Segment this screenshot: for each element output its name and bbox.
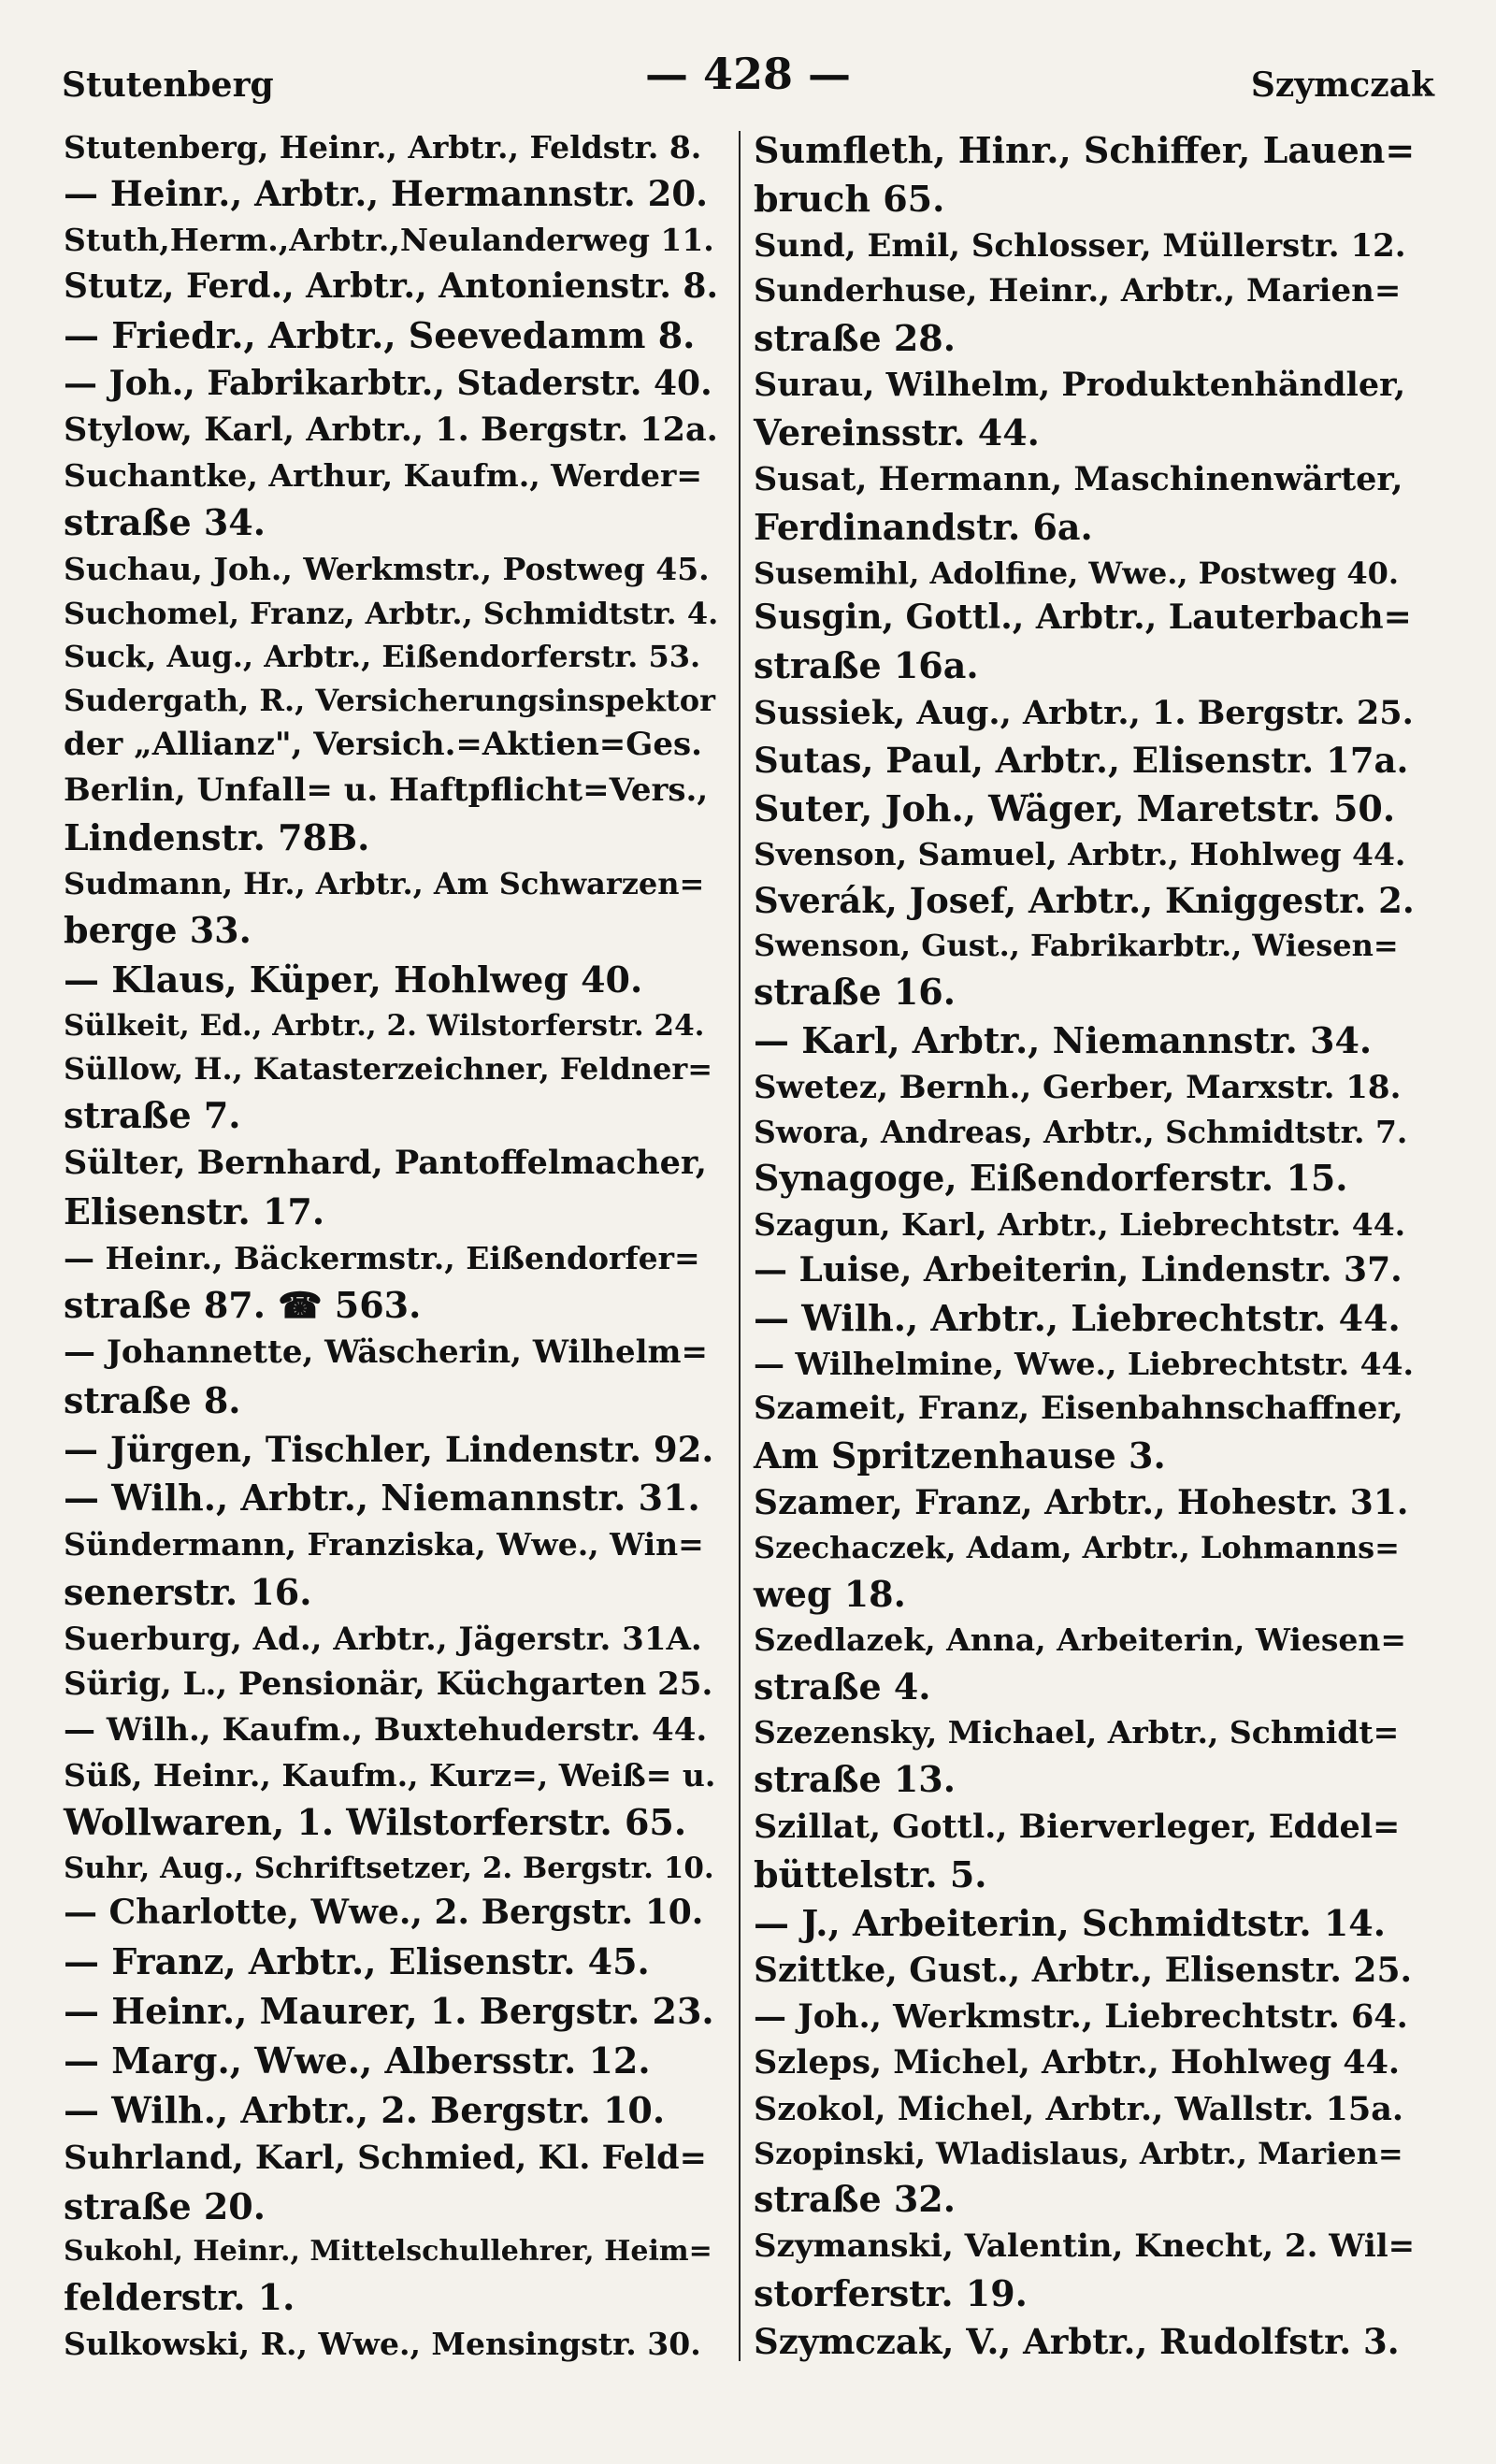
directory-line: — Heinr., Maurer, 1. Bergstr. 23. [64,1989,714,2032]
directory-line: — Joh., Werkmstr., Liebrechtstr. 64. [754,1997,1408,2037]
directory-line: — Joh., Fabrikarbtr., Staderstr. 40. [64,363,712,403]
directory-line: Stutenberg, Heinr., Arbtr., Feldstr. 8. [64,129,702,166]
directory-line: Sussiek, Aug., Arbtr., 1. Bergstr. 25. [754,693,1414,732]
directory-line: felderstr. 1. [64,2275,295,2318]
directory-line: Sutas, Paul, Arbtr., Elisenstr. 17a. [754,739,1409,781]
directory-line: — Karl, Arbtr., Niemannstr. 34. [754,1019,1373,1062]
directory-line: Susemihl, Adolfine, Wwe., Postweg 40. [754,555,1400,591]
directory-line: Suhr, Aug., Schriftsetzer, 2. Bergstr. 10. [64,1851,714,1885]
directory-line: straße 32. [754,2178,956,2221]
directory-line: straße 16a. [754,644,979,687]
directory-line: Sulkowski, R., Wwe., Mensingstr. 30. [64,2325,701,2362]
directory-line: Szechaczek, Adam, Arbtr., Lohmanns= [754,1530,1400,1566]
directory-line: — Wilh., Arbtr., Niemannstr. 31. [64,1477,700,1520]
directory-line: Wollwaren, 1. Wilstorferstr. 65. [64,1800,687,1843]
page-header [62,39,1434,105]
column-divider [739,131,741,2361]
directory-line: Szopinski, Wladislaus, Arbtr., Marien= [754,2135,1403,2171]
directory-line: Szymanski, Valentin, Knecht, 2. Wil= [754,2226,1416,2265]
directory-line: büttelstr. 5. [754,1852,987,1895]
directory-line: Elisenstr. 17. [64,1189,325,1232]
directory-line: Vereinsstr. 44. [754,411,1040,454]
directory-line: Szezensky, Michael, Arbtr., Schmidt= [754,1714,1400,1751]
directory-line: Stutz, Ferd., Arbtr., Antonienstr. 8. [64,266,719,306]
directory-line: Süß, Heinr., Kaufm., Kurz=, Weiß= u. [64,1756,716,1794]
page-number: — 428 — [644,49,852,99]
right-column [754,131,1416,2361]
directory-line: — Wilh., Kaufm., Buxtehuderstr. 44. [64,1710,708,1749]
header-last-entry: Szymczak [1250,65,1434,105]
directory-line: Stuth,Herm.,Arbtr.,Neulanderweg 11. [64,222,714,259]
directory-line: Sunderhuse, Heinr., Arbtr., Marien= [754,271,1402,310]
directory-line: Szymczak, V., Arbtr., Rudolfstr. 3. [754,2320,1400,2362]
directory-line: storferstr. 19. [754,2271,1028,2314]
directory-line: Swora, Andreas, Arbtr., Schmidtstr. 7. [754,1113,1408,1150]
directory-line: Szleps, Michel, Arbtr., Hohlweg 44. [754,2043,1401,2082]
directory-line: Süllow, H., Katasterzeichner, Feldner= [64,1050,713,1087]
directory-line: Szamer, Franz, Arbtr., Hohestr. 31. [754,1483,1409,1523]
directory-line: — Heinr., Arbtr., Hermannstr. 20. [64,173,709,215]
directory-line: Szokol, Michel, Arbtr., Wallstr. 15a. [754,2089,1404,2128]
directory-line: Swetez, Bernh., Gerber, Marxstr. 18. [754,1068,1402,1106]
directory-line: Sverák, Josef, Arbtr., Kniggestr. 2. [754,880,1415,922]
directory-line: Szillat, Gottl., Bierverleger, Eddel= [754,1807,1401,1846]
directory-line: — Jürgen, Tischler, Lindenstr. 92. [64,1428,714,1470]
directory-line: senerstr. 16. [64,1570,312,1613]
directory-line: Suter, Joh., Wäger, Maretstr. 50. [754,786,1396,829]
directory-line: Sund, Emil, Schlosser, Müllerstr. 12. [754,226,1406,265]
directory-line: Suchantke, Arthur, Kaufm., Werder= [64,456,703,494]
directory-line: Synagoge, Eißendorferstr. 15. [754,1157,1348,1200]
directory-line: Stylow, Karl, Arbtr., 1. Bergstr. 12a. [64,411,718,450]
directory-line: Am Spritzenhause 3. [754,1434,1166,1477]
directory-line: Sukohl, Heinr., Mittelschullehrer, Heim= [64,2235,712,2269]
directory-line: — Heinr., Bäckermstr., Eißendorfer= [64,1239,700,1276]
directory-line: straße 28. [754,316,956,359]
directory-line: Szagun, Karl, Arbtr., Liebrechtstr. 44. [754,1205,1406,1243]
directory-line: bruch 65. [754,178,945,221]
directory-line: Berlin, Unfall= u. Haftpflicht=Vers., [64,771,709,809]
directory-line: Sündermann, Franziska, Wwe., Win= [64,1526,704,1563]
directory-line: — Charlotte, Wwe., 2. Bergstr. 10. [64,1893,704,1933]
directory-line: Suchomel, Franz, Arbtr., Schmidtstr. 4. [64,595,719,631]
directory-line: Lindenstr. 78B. [64,816,370,859]
directory-line: straße 16. [754,971,956,1014]
directory-line: — Wilhelmine, Wwe., Liebrechtstr. 44. [754,1346,1415,1383]
directory-line: weg 18. [754,1573,906,1615]
directory-line: Suerburg, Ad., Arbtr., Jägerstr. 31A. [64,1620,702,1658]
directory-line: Ferdinandstr. 6a. [754,506,1093,549]
directory-line: straße 7. [64,1093,241,1136]
directory-line: Suchau, Joh., Werkmstr., Postweg 45. [64,551,710,588]
directory-line: der „Allianz", Versich.=Aktien=Ges. [64,725,702,763]
directory-line: berge 33. [64,909,252,952]
left-column [64,131,718,2361]
directory-line: straße 13. [754,1758,956,1801]
directory-line: — Franz, Arbtr., Elisenstr. 45. [64,1939,650,1982]
directory-line: — Johannette, Wäscherin, Wilhelm= [64,1333,708,1372]
directory-line: Sumfleth, Hinr., Schiffer, Lauen= [754,129,1416,171]
directory-line: — Klaus, Küper, Hohlweg 40. [64,958,643,1001]
directory-line: Sürig, L., Pensionär, Küchgarten 25. [64,1665,713,1704]
directory-line: Swenson, Gust., Fabrikarbtr., Wiesen= [754,928,1399,964]
directory-line: straße 87. ☎ 563. [64,1284,422,1327]
directory-line: Sülkeit, Ed., Arbtr., 2. Wilstorferstr. 24. [64,1009,705,1044]
directory-line: — Friedr., Arbtr., Seevedamm 8. [64,313,696,356]
header-first-entry: Stutenberg [62,65,274,105]
directory-line: straße 34. [64,501,266,544]
directory-line: — Luise, Arbeiterin, Lindenstr. 37. [754,1249,1402,1290]
directory-line: Susat, Hermann, Maschinenwärter, [754,460,1403,499]
directory-line: Surau, Wilhelm, Produktenhändler, [754,365,1406,404]
directory-line: — Wilh., Arbtr., Liebrechtstr. 44. [754,1296,1401,1339]
directory-line: Suck, Aug., Arbtr., Eißendorferstr. 53. [64,639,701,675]
directory-line: Susgin, Gottl., Arbtr., Lauterbach= [754,598,1412,638]
directory-line: Sudergath, R., Versicherungsinspektor [64,682,715,718]
directory-line: Szedlazek, Anna, Arbeiterin, Wiesen= [754,1621,1407,1659]
directory-line: straße 4. [754,1665,931,1708]
directory-line: — Wilh., Arbtr., 2. Bergstr. 10. [64,2088,666,2131]
directory-line: Sülter, Bernhard, Pantoffelmacher, [64,1143,707,1182]
directory-line: straße 20. [64,2184,266,2227]
directory-line: Sudmann, Hr., Arbtr., Am Schwarzen= [64,866,705,902]
directory-line: Svenson, Samuel, Arbtr., Hohlweg 44. [754,836,1406,873]
directory-line: Szittke, Gust., Arbtr., Elisenstr. 25. [754,1951,1413,1991]
directory-line: straße 8. [64,1378,241,1421]
directory-line: Suhrland, Karl, Schmied, Kl. Feld= [64,2138,707,2177]
directory-line: — Marg., Wwe., Albersstr. 12. [64,2039,651,2082]
directory-line: Szameit, Franz, Eisenbahnschaffner, [754,1389,1403,1427]
directory-line: — J., Arbeiterin, Schmidtstr. 14. [754,1902,1386,1944]
